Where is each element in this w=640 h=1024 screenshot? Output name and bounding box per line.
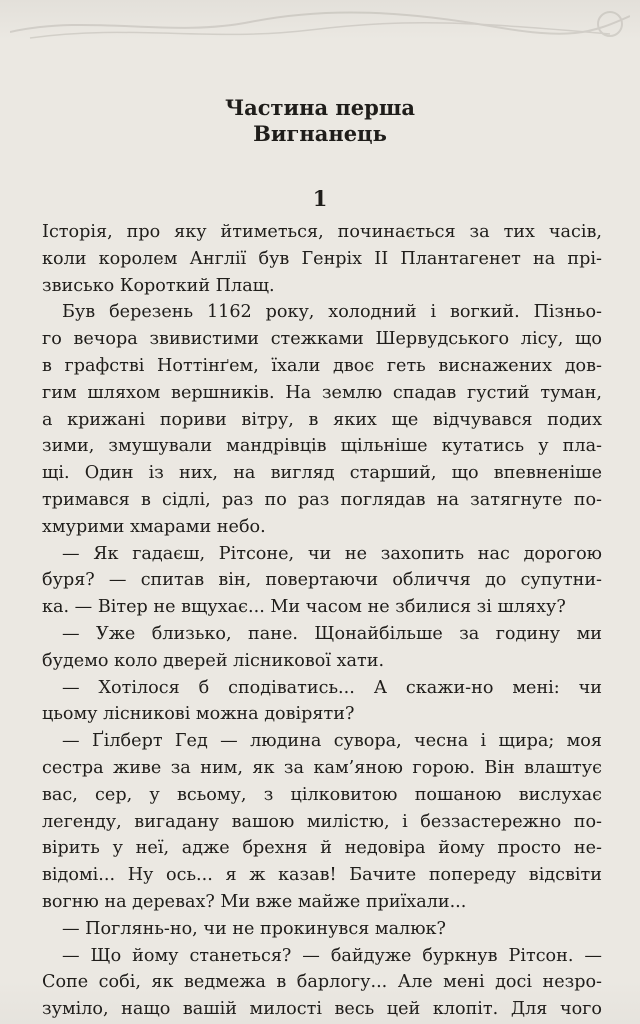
text-line: — Що йому станеться? — байдуже буркнув Рітсон. —: [62, 945, 602, 966]
part-heading: Частина перша: [224, 95, 416, 120]
text-line: будемо коло дверей лісникової хати.: [42, 650, 385, 671]
text-line: вірить у неї, адже брехня й недовіра йому просто не-: [42, 838, 602, 859]
text-line: сестра живе за ним, як за кам’яною горою. Він влаштує: [42, 757, 602, 778]
text-line: Історія, про яку йтиметься, починається за тих часів,: [42, 222, 602, 242]
text-line: гим шляхом вершників. На землю спадав густий туман,: [42, 382, 602, 403]
decorative-border-ornament: [10, 4, 630, 44]
text-line: коли королем Англії був Генріх II Плантагенет на прі-: [42, 248, 602, 269]
text-line: зими, змушували мандрівців щільніше кутатись у пла-: [42, 436, 602, 457]
text-line: в графстві Ноттінґем, їхали двоє геть виснажених дов-: [42, 355, 602, 376]
text-line: цьому лісникові можна довіряти?: [42, 704, 355, 725]
text-line: зуміло, нащо вашій милості весь цей клопіт. Для чого: [42, 999, 602, 1020]
text-line: вогню на деревах? Ми вже майже приїхали...: [42, 891, 467, 912]
text-line: тримався в сідлі, раз по раз поглядав на затягнуте по-: [42, 489, 602, 510]
text-line: щі. Один із них, на вигляд старший, що впевненіше: [42, 463, 602, 484]
text-line: буря? — спитав він, повертаючи обличчя до супутни-: [42, 570, 602, 591]
text-line: — Хотілося б сподіватись... А скажи-но мені: чи: [62, 677, 602, 698]
text-line: ка. — Вітер не вщухає... Ми часом не збилися зі шляху?: [42, 597, 566, 618]
text-line: звисько Короткий Плащ.: [42, 275, 275, 296]
chapter-number: 1: [312, 186, 328, 211]
text-line: легенду, вигадану вашою милістю, і беззастережно по-: [42, 811, 602, 832]
text-line: — Поглянь-но, чи не прокинувся малюк?: [62, 918, 446, 939]
text-line: Був березень 1162 року, холодний і вогкий. Пізньо-: [62, 302, 602, 323]
text-line: вас, сер, у всьому, з цілковитою пошаною вислухає: [42, 784, 602, 805]
text-line: Сопе собі, як ведмежа в барлогу... Але мені досі незро-: [42, 972, 602, 993]
text-line: — Ґілберт Гед — людина сувора, чесна і щира; моя: [62, 731, 602, 752]
part-title: Вигнанець: [253, 121, 387, 146]
text-line: го вечора звивистими стежками Шервудського лісу, що: [42, 329, 602, 350]
body-text: [42, 219, 602, 1023]
text-line: а крижані пориви вітру, в яких ще відчувався подих: [42, 409, 602, 430]
text-line: — Як гадаєш, Рітсоне, чи не захопить нас дорогою: [62, 543, 602, 564]
text-line: хмурими хмарами небо.: [42, 516, 266, 537]
text-line: — Уже близько, пане. Щонайбільше за годину ми: [62, 623, 602, 644]
text-line: відомі... Ну ось... я ж казав! Бачите попереду відсвіти: [42, 865, 602, 886]
